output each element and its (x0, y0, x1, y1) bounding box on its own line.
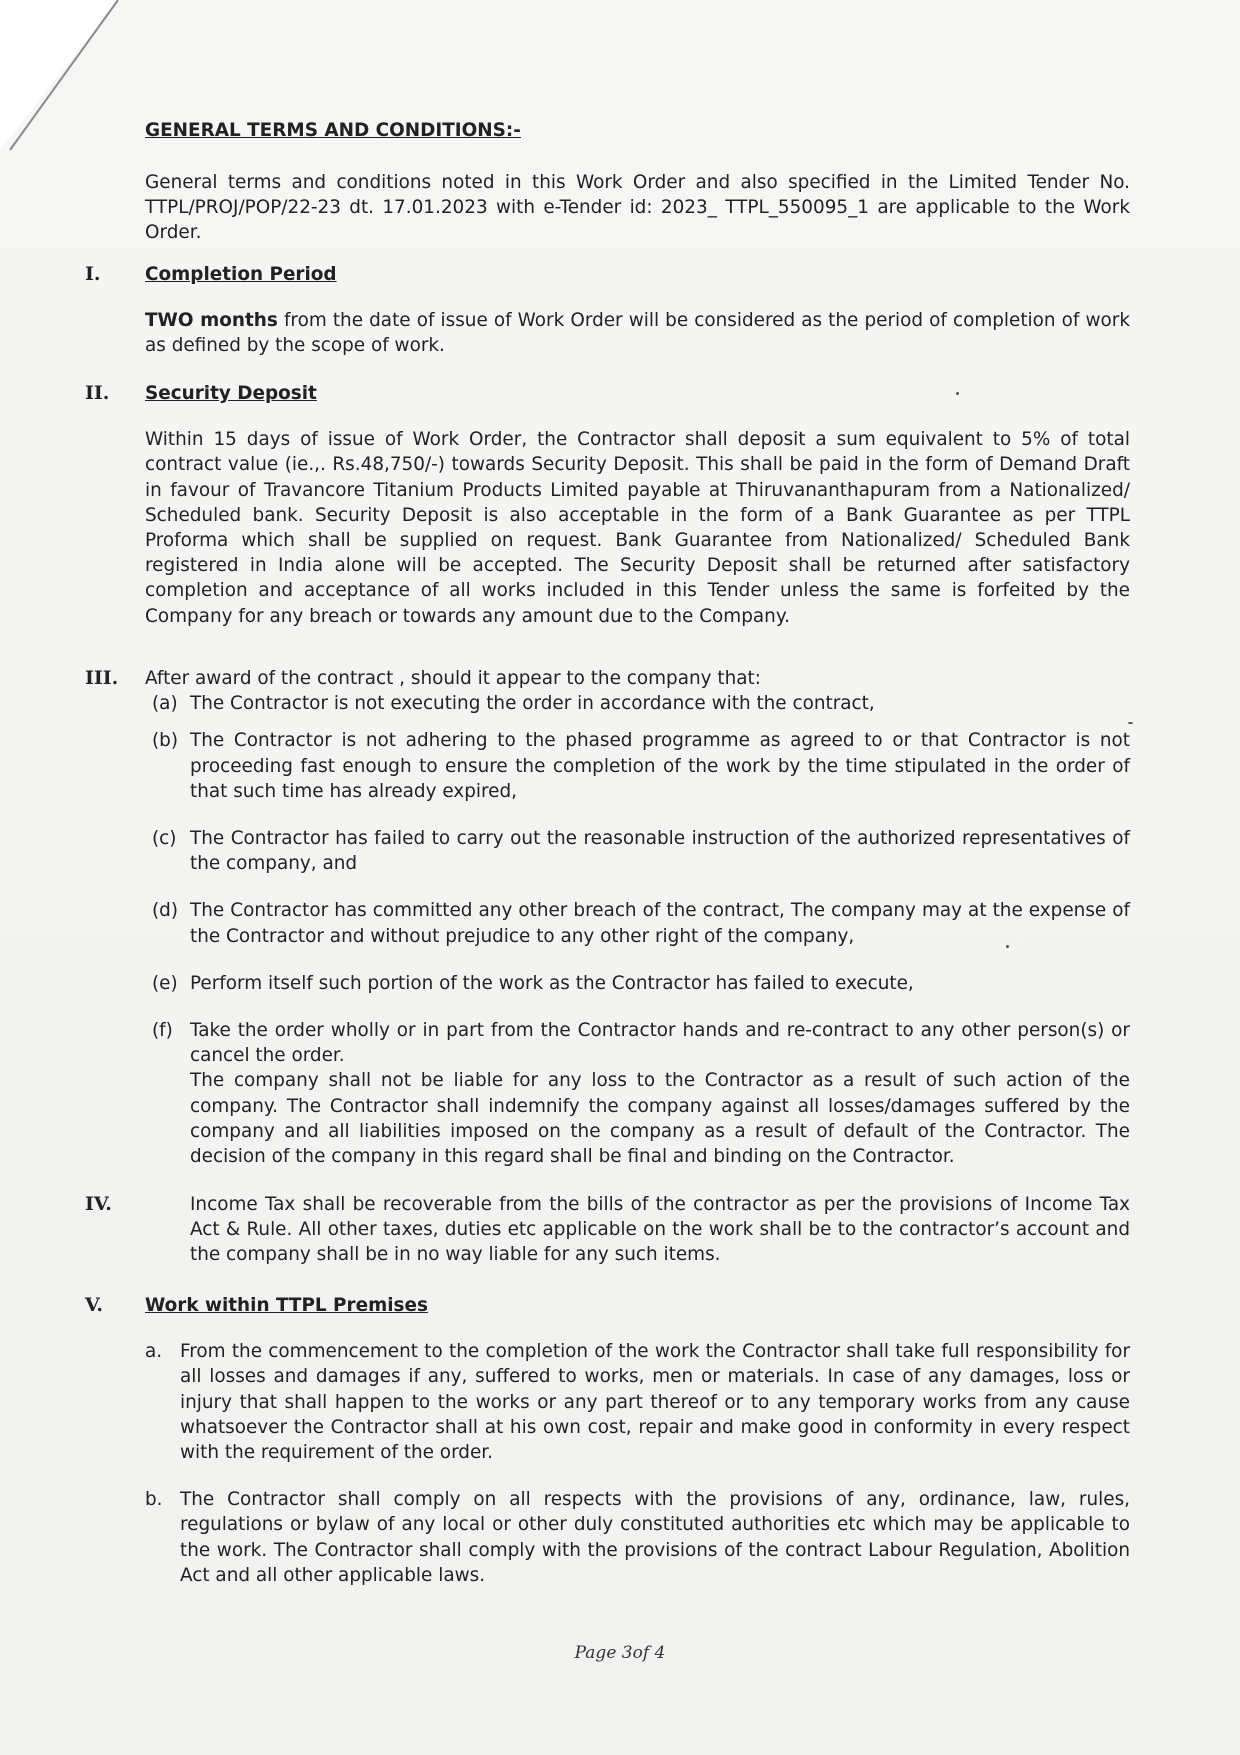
section-text: Income Tax shall be recoverable from the bills of the contractor as per the provisions of Income Tax Act & Rule. All other taxes, duties etc applicable on the work shall be to the contractor’s account and the company shall be in no way liable for any such items. (190, 1194, 1130, 1266)
section-contract-breach (85, 666, 1130, 1169)
page-title: GENERAL TERMS AND CONDITIONS:- (145, 120, 521, 141)
page-footer: Page 3of 4 (574, 1643, 666, 1663)
section-text: Within 15 days of issue of Work Order, the Contractor shall deposit a sum equivalent to 5% of total contract value (ie.,. Rs.48,750/-) towards Security Deposit. This shall be paid in the form of Demand Draft in favour of Travancore Titanium Products Limited payable at Thiruvananthapuram from a Nationalized/ Scheduled bank. Security Deposit is also acceptable in the form of a Bank Guarantee as per TTPL Proforma which shall be supplied on request. Bank Guarantee from Nationalized/ Scheduled Bank registered in India alone will be accepted. The Security Deposit shall be returned after satisfactory completion and acceptance of all works included in this Tender unless the same is forfeited by the Company for any breach or towards any amount due to the Company. (145, 429, 1130, 627)
section-heading: Work within TTPL Premises (145, 1295, 428, 1316)
scan-speck (1006, 945, 1009, 948)
scan-speck (956, 392, 959, 395)
section-text-rest: from the date of issue of Work Order will be considered as the period of completion of work as defined by the scope of work. (145, 310, 1130, 357)
list-item: b. The Contractor shall comply on all respects with the provisions of any, ordinance, law, rules, regulations or bylaw of any local or other duly constituted authorities etc which may be applicable to the work. The Contractor shall comply with the provisions of the contract Labour Regulation, Abolition Act and all other applicable laws. (145, 1489, 1130, 1586)
section-heading: Completion Period (145, 264, 337, 285)
intro-paragraph: General terms and conditions noted in this Work Order and also specified in the Limited Tender No. TTPL/PROJ/POP/22-23 dt. 17.01.2023 with e-Tender id: 2023_ TTPL_550095_1 are applicable to the Work Order. (145, 172, 1130, 244)
section-numeral: I. (85, 263, 101, 285)
list-item: (c) The Contractor has failed to carry out the reasonable instruction of the authorized representatives of the company, and (152, 828, 1130, 875)
section-numeral: IV. (85, 1193, 112, 1215)
section-heading: Security Deposit (145, 383, 317, 404)
list-item: (f) Take the order wholly or in part from the Contractor hands and re-contract to any other person(s) or cancel the order. (152, 1020, 1130, 1067)
list-item: a. From the commencement to the completion of the work the Contractor shall take full responsibility for all losses and damages if any, suffered to works, men or materials. In case of any damages, loss or injury that shall happen to the works or any part thereof or to any temporary works from any cause whatsoever the Contractor shall at his own cost, repair and make good in conformity in every respect with the requirement of the order. (145, 1341, 1130, 1464)
list-item: (d) The Contractor has committed any other breach of the contract, The company may at the expense of the Contractor and without prejudice to any other right of the company, (152, 900, 1130, 947)
list-item: (b) The Contractor is not adhering to the phased programme as agreed to or that Contractor is not proceeding fast enough to ensure the completion of the work by the time stipulated in the order of that such time has already expired, (152, 730, 1130, 802)
section-intro: After award of the contract , should it appear to the company that: (145, 668, 761, 689)
section-closing: The company shall not be liable for any loss to the Contractor as a result of such action of the company. The Contractor shall indemnify the company against all losses/damages suffered by the company and all liabilities imposed on the company as a result of default of the Contractor. The decision of the company in this regard shall be final and binding on the Contractor. (190, 1070, 1130, 1168)
section-numeral: II. (85, 382, 110, 404)
section-numeral: V. (85, 1294, 104, 1316)
list-item: (e) Perform itself such portion of the work as the Contractor has failed to execute, (152, 972, 914, 994)
list-item: (a) The Contractor is not executing the order in accordance with the contract, (152, 693, 875, 715)
section-security-deposit (85, 381, 1130, 629)
section-numeral: III. (85, 667, 119, 689)
section-income-tax (85, 1192, 1130, 1268)
folded-corner-shadow (0, 0, 140, 160)
section-completion-period (85, 262, 1130, 359)
scan-speck (1128, 722, 1133, 724)
section-text (145, 308, 1130, 358)
section-work-premises (85, 1293, 1130, 1588)
bold-lead: TWO months (145, 310, 278, 332)
